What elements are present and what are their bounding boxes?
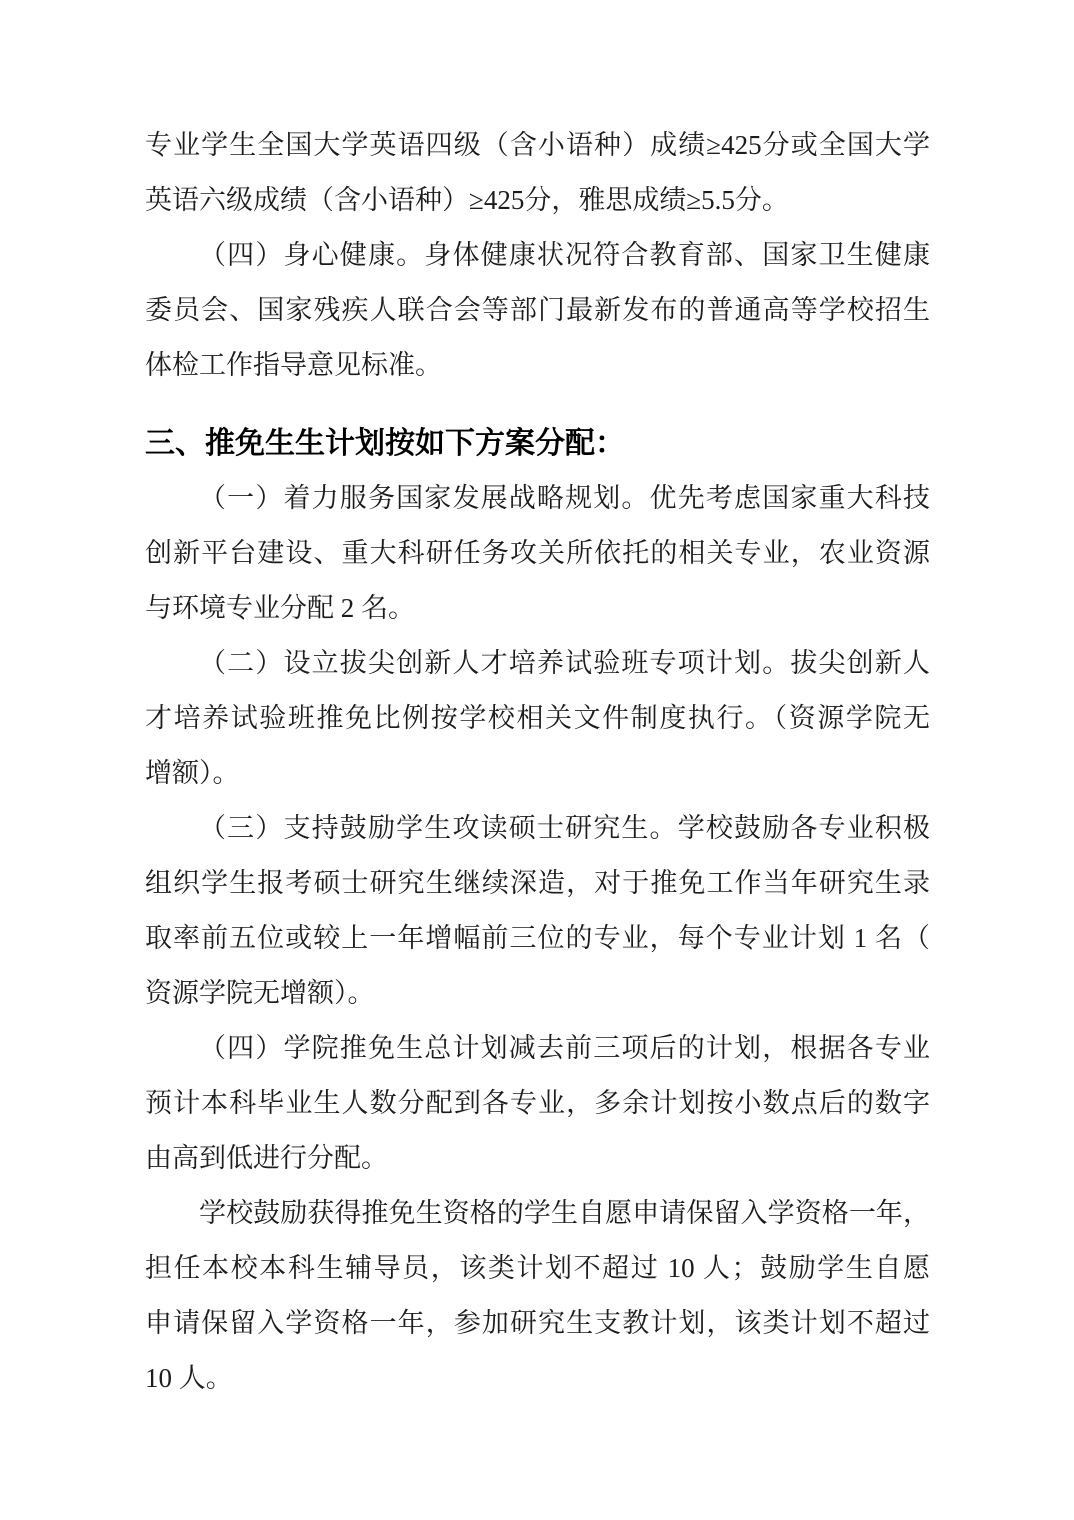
text-line: 增额）。 (145, 758, 240, 788)
text-line: （二）设立拔尖创新人才培养试验班专项计划。拔尖创新人 (199, 648, 930, 678)
paragraph-english-score (145, 118, 930, 228)
section-heading: 三、推免生生计划按如下方案分配： (145, 427, 625, 460)
paragraph-plan-item-2 (145, 636, 930, 801)
paragraph-plan-item-1 (145, 471, 930, 636)
text-line: 英语六级成绩（含小语种）≥425分，雅思成绩≥5.5分。 (145, 185, 789, 215)
text-line: 专业学生全国大学英语四级（含小语种）成绩≥425分或全国大学 (145, 130, 930, 160)
paragraph-plan-item-4 (145, 1021, 930, 1186)
text-line: 组织学生报考硕士研究生继续深造，对于推免工作当年研究生录 (145, 868, 930, 898)
text-line: 体检工作指导意见标准。 (145, 350, 442, 380)
text-line: 由高到低进行分配。 (145, 1143, 388, 1173)
text-line: 才培养试验班推免比例按学校相关文件制度执行。（资源学院无 (145, 703, 930, 733)
text-line: （四）身心健康。身体健康状况符合教育部、国家卫生健康 (199, 240, 930, 270)
text-line: 担任本校本科生辅导员，该类计划不超过 10 人；鼓励学生自愿 (145, 1253, 930, 1283)
text-line: 取率前五位或较上一年增幅前三位的专业，每个专业计划 1 名（ (145, 923, 930, 953)
paragraph-plan-item-3 (145, 801, 930, 1021)
text-line: （三）支持鼓励学生攻读硕士研究生。学校鼓励各专业积极 (199, 813, 930, 843)
text-line: 申请保留入学资格一年，参加研究生支教计划，该类计划不超过 (145, 1308, 930, 1338)
paragraph-health-requirement (145, 228, 930, 393)
text-line: 与环境专业分配 2 名。 (145, 593, 415, 623)
text-line: 创新平台建设、重大科研任务攻关所依托的相关专业，农业资源 (145, 538, 930, 568)
text-line: 学校鼓励获得推免生资格的学生自愿申请保留入学资格一年， (199, 1198, 930, 1228)
text-line: 资源学院无增额）。 (145, 978, 375, 1008)
paragraph-retention-policy (145, 1186, 930, 1406)
text-line: 10 人。 (145, 1363, 233, 1393)
text-line: 委员会、国家残疾人联合会等部门最新发布的普通高等学校招生 (145, 295, 930, 325)
text-line: （四）学院推免生总计划减去前三项后的计划，根据各专业 (199, 1033, 930, 1063)
text-line: 预计本科毕业生人数分配到各专业，多余计划按小数点后的数字 (145, 1088, 930, 1118)
text-line: （一）着力服务国家发展战略规划。优先考虑国家重大科技 (199, 483, 930, 513)
